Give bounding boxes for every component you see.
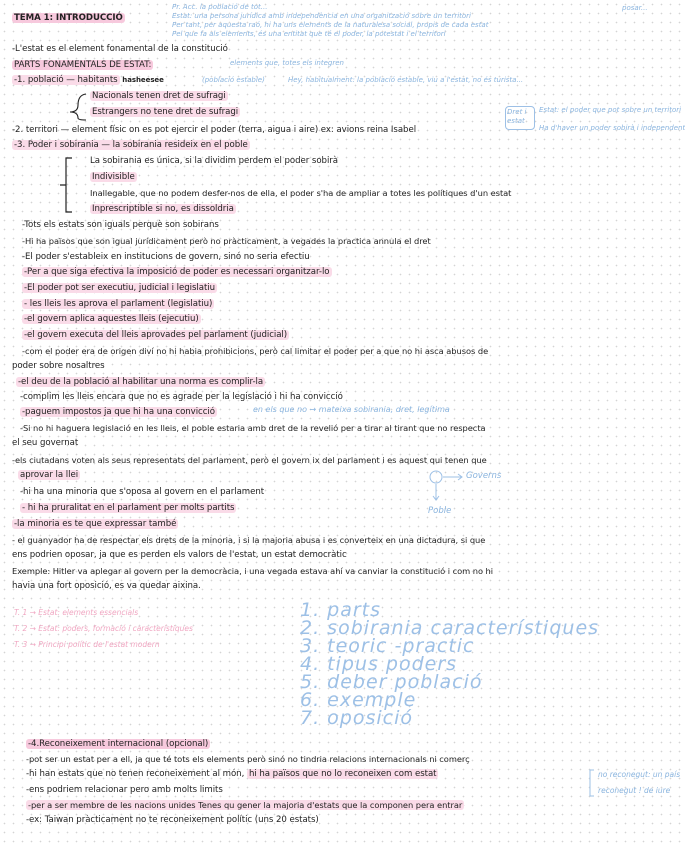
brace-poblacio	[70, 94, 86, 120]
note-top-line-4: Pel que fa als elements, és una entitat que té el poder, la potestat i el territori	[172, 30, 446, 38]
text-line: La sobirania es única, si la dividim perdem el poder sobirà	[90, 156, 338, 166]
text-line: -el govern aplica aquestes lleis (ejecutiu)	[24, 314, 199, 324]
note-dret-box: Dret i estat	[507, 108, 527, 125]
note-top-line-1: Pr. Acc. la població de tot...	[172, 3, 268, 11]
text-line: - les lleis les aprova el parlament (legislatiu)	[24, 299, 213, 309]
section-heading: -4.Reconeixement internacional (opcional)	[28, 739, 209, 749]
text-line: -El poder pot ser executiu, judicial i legislatiu	[24, 283, 215, 293]
text-line: Nacionals tenen dret de sufragi	[92, 91, 226, 101]
reconegut-bracket	[590, 770, 594, 796]
text-line: -Si no hi haguera legislació en les lleis, el poble estaria amb dret de la revelió per a tirar al tirant que no respecta	[20, 423, 486, 433]
note-bottom-right-2: reconegut ! de iure	[598, 786, 671, 795]
big-list-item: 5. deber població	[300, 671, 483, 693]
text-line: -pot ser un estat per a ell, ja que té tots els elements però sinó no tindria relacions internacionals ni comerç	[26, 754, 470, 764]
pink-list-item: T. 2 → Estat: poders, formació i característiques	[14, 624, 193, 633]
text-line: -Tots els estats son iguals perquè son sobirans	[22, 220, 219, 230]
text-line: -1. població — habitants hasheesee	[14, 75, 164, 85]
note-top-right: posar...	[622, 4, 648, 12]
text-line: -els ciutadans voten als seus representats del parlament, però el govern ix del parlament i es aquest qui tenen que	[12, 455, 487, 465]
text-line: aprovar la llei	[20, 470, 79, 480]
text-line: havia una fort oposició, es va quedar aixina.	[12, 581, 201, 591]
text-line: - hi ha pruralitat en el parlament per molts partits	[22, 503, 235, 513]
text-line: -ens podriem relacionar pero amb molts limits	[26, 785, 223, 795]
big-list-item: 7. oposició	[300, 707, 414, 729]
governs-circle	[430, 471, 442, 483]
text-line: ens podrien oposar, ja que es perden els valors de l'estat, un estat democràtic	[12, 550, 347, 560]
big-list-item: 4. tipus poders	[300, 653, 458, 675]
text-line: -L'estat es el element fonamental de la constitució	[12, 44, 228, 54]
text-line: poder sobre nosaltres	[12, 361, 105, 371]
text-line: - el guanyador ha de respectar els drets de la minoria, i si la majoria abusa i es converteix en una dictadura, si que	[12, 535, 486, 545]
label-poble: Poble	[428, 506, 452, 516]
text-line: -hi han estats que no tenen reconeixement al món, hi ha països que no lo reconeixen com estat	[26, 769, 437, 779]
note-conviccio-aside: en els que no → mateixa sobirania, dret, legítima	[253, 405, 450, 414]
text-line: -Hi ha països que son igual jurídicament però no pràcticament, a vegades la practica annula el dret	[22, 236, 431, 246]
text-line: -Per a que siga efectiva la imposició de poder es necessari organitzar-lo	[24, 267, 330, 277]
text-line: -El poder s'estableix en institucions de govern, sinó no seria efectiu	[22, 252, 310, 262]
text-line: Estrangers no tene dret de sufragi	[92, 107, 239, 117]
pink-list-item: T. 3 → Principi polític de l'estat modern	[14, 640, 160, 649]
big-list-item: 2. sobirania característiques	[300, 617, 600, 639]
note-bottom-right-1: no reconegut: un país	[598, 770, 681, 779]
page-title: TEMA 1: INTRODUCCIÓ	[14, 13, 123, 23]
text-line: -la minoria es te que expressar també	[14, 519, 177, 529]
text-line: -el govern executa del lleis aprovades pel parlament (judicial)	[24, 330, 288, 340]
pink-list-item: T. 1 → Estat: elements essencials	[14, 608, 139, 617]
note-top-line-3: Per tant, per aquesta raó, hi ha uns elements de la naturalesa social, propis de cada estat	[172, 21, 489, 29]
text-line: -complim les lleis encara que no es agrade per la legislació i hi ha convicció	[20, 392, 343, 402]
text-line: Exemple: Hitler va aplegar al govern per la democràcia, i una vegada estava ahí va canviar la constitució i com no hi	[12, 566, 494, 576]
text-line: el seu governat	[12, 438, 79, 448]
text-line: -3. Poder i sobirania — la sobirania resideix en el poble	[14, 140, 248, 150]
big-list-item: 3. teoric -practic	[300, 635, 475, 657]
text-line: -paguem impostos ja que hi ha una convicció	[22, 407, 215, 417]
text-line: -per a ser membre de les nacions unides Tenes qu gener la majoria d'estats que la componen pera entrar	[28, 800, 463, 810]
text-line: -ex: Taiwan pràcticament no te reconeixement polític (uns 20 estats)	[26, 815, 319, 825]
text-line: -hi ha una minoria que s'oposa al govern en el parlament	[20, 487, 265, 497]
note-under-parts: elements que, totes els integren	[230, 59, 344, 67]
text-line: -el deu de la població al habilitar una norma es complir-la	[18, 377, 264, 387]
text-line: Inallegable, que no podem desfer-nos de ella, el poder s'ha de ampliar a totes les polítiques d'un estat	[90, 188, 512, 198]
note-poblacio-right: Hey, habitualment: la població estable, viu a l'estat, no és turista...	[288, 76, 524, 84]
note-territori-1: Estat: el poder que pot sobre un territori	[539, 106, 682, 114]
text-line: Inprescriptible si no, es dissoldria	[92, 204, 234, 214]
label-governs: Governs	[466, 471, 502, 481]
big-list-item: 6. exemple	[300, 689, 417, 711]
text-line: Indivisible	[92, 172, 135, 182]
poble-arrow	[433, 484, 439, 500]
note-territori-2: Ha d'haver un poder sobirà i independent	[539, 124, 685, 132]
note-top-line-2: Estat: una persona jurídica amb independència en una organització sobre un territori	[172, 12, 471, 20]
section-heading: PARTS FONAMENTALS DE ESTAT:	[14, 60, 152, 70]
big-list-item: 1. parts	[300, 599, 382, 621]
text-line: -com el poder era de origen diví no hi habia prohibicions, però cal limitar el poder per a que no hi asca abusos de	[22, 346, 489, 356]
bracket-sobirania	[60, 158, 72, 212]
note-poblacio-aside: (població estable)	[202, 76, 265, 84]
text-line: -2. territori — element físic on es pot ejercir el poder (terra, aigua i aire) ex: avions reina Isabel	[12, 125, 417, 135]
governs-arrow	[443, 474, 462, 480]
